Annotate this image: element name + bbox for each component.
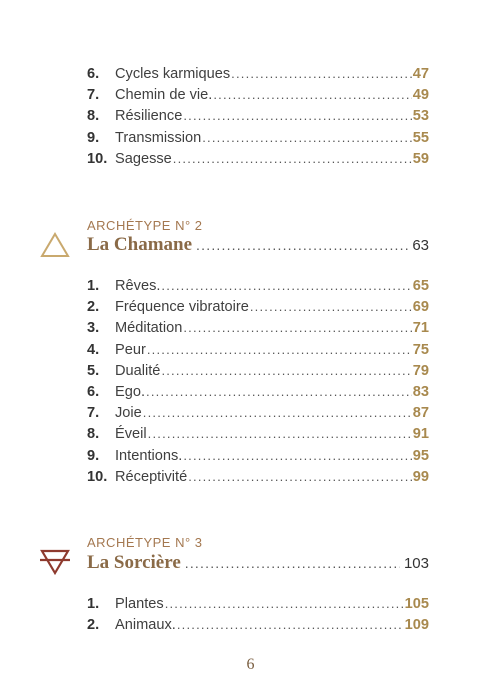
entry-number: 7.	[87, 87, 100, 104]
toc-entry[interactable]	[87, 596, 429, 617]
archetype-page: 63	[412, 237, 429, 254]
entry-number: 1.	[87, 596, 100, 612]
entry-title: Animaux.	[115, 617, 176, 634]
entry-title: Dualité	[115, 362, 161, 379]
entry-title: Méditation	[115, 320, 183, 337]
dot-leader	[231, 66, 412, 81]
entry-page: 71	[412, 320, 429, 337]
entry-number: 10.	[87, 150, 108, 167]
toc-entry[interactable]	[87, 278, 429, 299]
entry-number: 2.	[87, 617, 100, 634]
entry-page: 91	[412, 426, 429, 443]
dot-leader	[183, 108, 411, 123]
toc-list-archetype-2	[87, 278, 429, 490]
entry-page: 47	[412, 66, 429, 82]
dot-leader	[161, 363, 411, 378]
toc-entry[interactable]	[87, 130, 429, 151]
entry-page: 105	[404, 596, 429, 612]
entry-page: 99	[412, 468, 429, 485]
toc-entry[interactable]	[87, 363, 429, 384]
entry-number: 9.	[87, 447, 100, 464]
toc-entry[interactable]	[87, 151, 429, 172]
entry-page: 79	[412, 362, 429, 379]
archetype-heading[interactable]	[87, 552, 429, 574]
earth-triangle-icon	[40, 548, 70, 576]
dot-leader	[165, 596, 404, 611]
entry-page: 69	[412, 299, 429, 316]
dot-leader	[143, 405, 412, 420]
dot-leader	[202, 130, 412, 145]
entry-page: 55	[412, 129, 429, 146]
entry-title: Ego.	[115, 383, 146, 400]
dot-leader	[188, 469, 412, 484]
toc-entry[interactable]	[87, 342, 429, 363]
toc-entry[interactable]	[87, 108, 429, 129]
entry-title: Plantes	[115, 596, 164, 612]
entry-title: Intentions.	[115, 447, 183, 464]
toc-entry[interactable]	[87, 405, 429, 426]
entry-number: 1.	[87, 278, 100, 294]
entry-title: Résilience	[115, 108, 183, 125]
entry-page: 59	[412, 150, 429, 167]
entry-title: Transmission	[115, 129, 202, 146]
entry-page: 87	[412, 405, 429, 422]
entry-page: 49	[412, 87, 429, 104]
entry-title: Réceptivité	[115, 468, 188, 485]
toc-entry[interactable]	[87, 426, 429, 447]
entry-number: 6.	[87, 66, 100, 82]
archetype-name: La Sorcière	[87, 552, 181, 573]
toc-entry[interactable]	[87, 66, 429, 87]
dot-leader	[177, 617, 404, 632]
page-number: 6	[246, 656, 255, 673]
entry-number: 9.	[87, 129, 100, 146]
entry-title: Chemin de vie.	[115, 87, 213, 104]
dot-leader	[147, 342, 412, 357]
air-triangle-icon	[40, 232, 70, 258]
archetype-label: ARCHÉTYPE N° 2	[87, 218, 203, 233]
dot-leader	[146, 384, 412, 399]
entry-title: Joie	[115, 405, 142, 422]
dot-leader	[161, 278, 411, 293]
archetype-page: 103	[403, 555, 429, 572]
toc-list-archetype-3	[87, 596, 429, 638]
entry-page: 95	[412, 447, 429, 464]
dot-leader	[213, 87, 411, 102]
toc-list-archetype-1	[87, 66, 429, 172]
entry-number: 8.	[87, 426, 100, 443]
archetype-label: ARCHÉTYPE N° 3	[87, 535, 203, 550]
entry-page: 65	[412, 278, 429, 294]
toc-entry[interactable]	[87, 299, 429, 320]
toc-entry[interactable]	[87, 469, 429, 490]
dot-leader	[250, 299, 412, 314]
archetype-name: La Chamane	[87, 234, 193, 255]
archetype-heading[interactable]	[87, 234, 429, 256]
dot-leader	[148, 426, 412, 441]
entry-title: Fréquence vibratoire	[115, 299, 249, 316]
entry-page: 109	[404, 617, 429, 634]
dot-leader	[183, 320, 411, 335]
entry-number: 5.	[87, 362, 100, 379]
entry-number: 3.	[87, 320, 100, 337]
entry-number: 2.	[87, 299, 100, 316]
entry-title: Rêves.	[115, 278, 161, 294]
entry-page: 75	[412, 341, 429, 358]
entry-title: Peur	[115, 341, 146, 358]
entry-title: Cycles karmiques	[115, 66, 231, 82]
dot-leader	[185, 555, 400, 571]
entry-page: 53	[412, 108, 429, 125]
toc-entry[interactable]	[87, 384, 429, 405]
entry-number: 7.	[87, 405, 100, 422]
dot-leader	[183, 448, 411, 463]
entry-number: 8.	[87, 108, 100, 125]
dot-leader	[173, 151, 412, 166]
toc-entry[interactable]	[87, 617, 429, 638]
entry-title: Éveil	[115, 426, 147, 443]
entry-title: Sagesse	[115, 150, 172, 167]
entry-number: 6.	[87, 383, 100, 400]
dot-leader	[196, 237, 408, 253]
toc-entry[interactable]	[87, 320, 429, 341]
toc-entry[interactable]	[87, 87, 429, 108]
entry-page: 83	[412, 383, 429, 400]
entry-number: 10.	[87, 468, 108, 485]
entry-number: 4.	[87, 341, 100, 358]
toc-entry[interactable]	[87, 448, 429, 469]
